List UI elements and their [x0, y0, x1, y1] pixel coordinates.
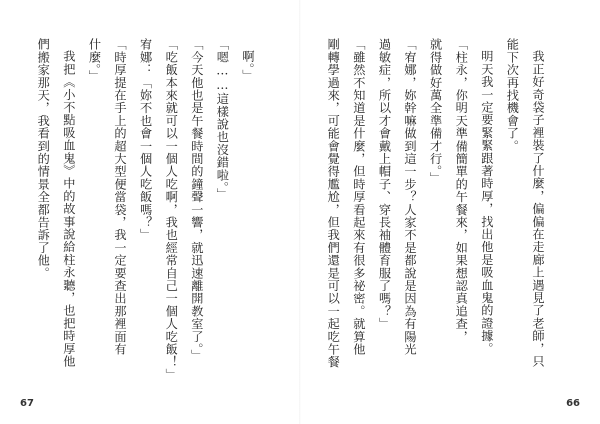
text-column: 「時厚提在手上的超大型便當袋，我一定要查出那裡面有 — [113, 38, 128, 356]
text-column: 「嗯……這樣說也沒錯啦。」 — [215, 38, 230, 201]
text-column: 過敏症，所以才會戴上帽子、穿長袖體育服了嗎？」 — [377, 38, 392, 331]
text-column: 明天我一定要緊緊跟著時厚，找出他是吸血鬼的證據。 — [479, 50, 494, 355]
text-column: 們搬家那天，我看到的情景全都告訴了他。 — [36, 38, 51, 280]
text-column: 就得做好萬全準備才行。」 — [428, 38, 443, 185]
text-column: 「雖然不知道是什麼，但時厚看起來有很多祕密。就算他 — [351, 38, 366, 356]
text-column: 什麼。」 — [87, 38, 102, 83]
right-page-text — [320, 38, 550, 378]
text-column: 「柱永，你明天準備簡單的午餐來，如果想認真追查， — [454, 38, 469, 343]
text-column: 「今天他也是午餐時間的鐘聲一響，就迅速離開教室了。」 — [189, 38, 204, 363]
text-column: 「宥娜，妳幹嘛做到這一步？人家不是都說是因為有陽光 — [403, 38, 418, 356]
text-column: 我正好奇袋子裡裝了什麼，偏偏在走廊上遇見了老師，只 — [531, 50, 545, 368]
text-column: 啊。」 — [241, 50, 255, 82]
text-column: 我把《小不點吸血鬼》中的故事說給柱永聽，也把時厚他 — [61, 50, 76, 368]
page-number: 67 — [20, 398, 34, 409]
text-column: 能下次再找機會了。 — [505, 38, 520, 153]
text-column: 「吃飯本來就可以一個人吃啊，我也經常自己一個人吃飯！」 — [164, 38, 179, 381]
page-number: 66 — [566, 398, 580, 409]
left-page-text — [30, 38, 260, 381]
right-page — [300, 0, 600, 424]
text-column: 宥娜：「妳不也會一個人吃飯嗎？」 — [138, 38, 153, 242]
text-column: 剛轉學過來，可能會覺得尷尬，但我們還是可以一起吃午餐 — [326, 38, 341, 369]
